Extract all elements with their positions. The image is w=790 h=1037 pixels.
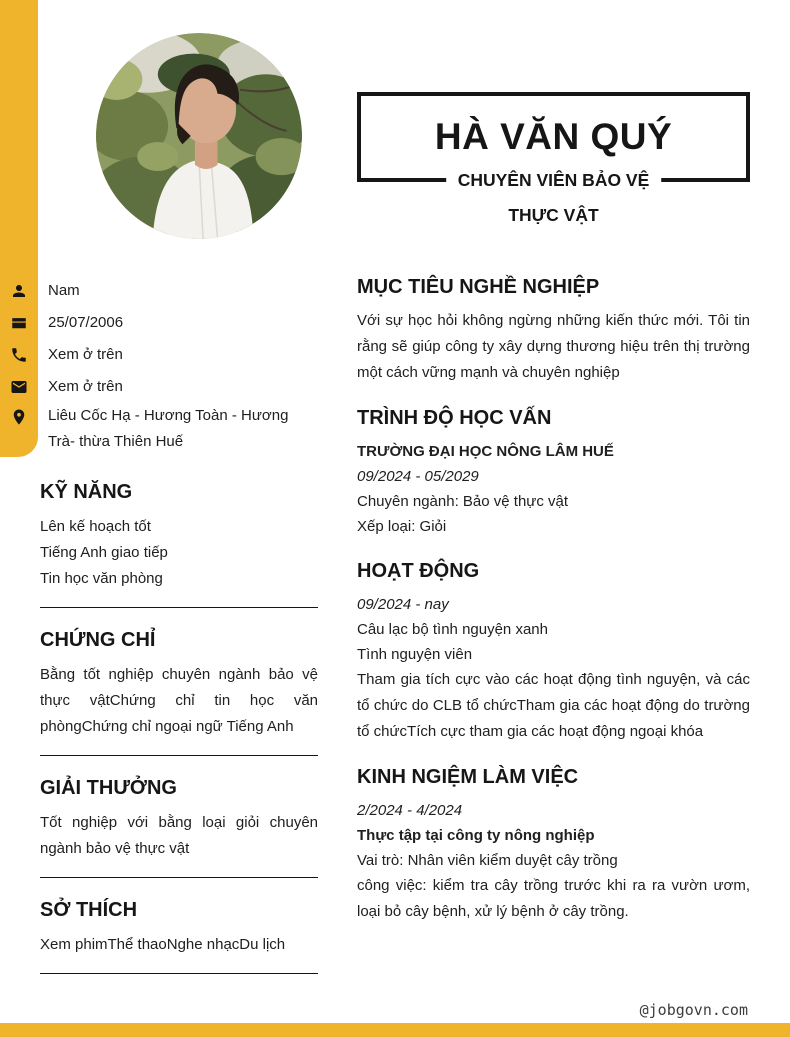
watermark: @jobgovn.com: [639, 1001, 748, 1019]
activities-description: Tham gia tích cực vào các hoạt động tình nguyện, và các tổ chức do CLB tổ chứcTham gia các hoạt động do trường tổ chứcTích cực tham gia các hoạt động ngoại khóa: [357, 671, 750, 740]
section-education: [357, 407, 750, 539]
section-experience: [357, 766, 750, 925]
phone-icon: [0, 346, 38, 364]
email-icon: [0, 378, 38, 396]
experience-company: Thực tập tại công ty nông nghiệp: [357, 827, 595, 844]
contact-row-phone: [0, 339, 318, 371]
experience-period: 2/2024 - 4/2024: [357, 802, 463, 819]
contact-email: Xem ở trên: [48, 378, 123, 395]
awards-text: Tốt nghiệp với bằng loại giỏi chuyên ngành bảo vệ thực vật: [40, 814, 318, 857]
experience-description: công việc: kiểm tra cây trồng trước khi ra ra vườn ươm, loại bỏ cây bệnh, xử lý bệnh ở cây trồng.: [357, 877, 750, 920]
location-icon: [0, 403, 38, 426]
section-hobbies-title: SỞ THÍCH: [40, 899, 138, 921]
education-school: TRƯỜNG ĐẠI HỌC NÔNG LÂM HUẾ: [357, 443, 614, 460]
activities-period: 09/2024 - nay: [357, 596, 449, 613]
section-divider: [40, 877, 318, 878]
calendar-icon: [0, 314, 38, 332]
section-activities: [357, 560, 750, 745]
education-major: Chuyên ngành: Bảo vệ thực vật: [357, 493, 569, 510]
section-certificates: [40, 629, 318, 756]
education-grade: Xếp loại: Giỏi: [357, 518, 447, 535]
section-skills: [40, 481, 318, 608]
header-title-box: [357, 92, 750, 225]
education-period: 09/2024 - 05/2029: [357, 468, 479, 485]
activities-organization: Câu lạc bộ tình nguyện xanh: [357, 621, 548, 638]
skill-item: Tiếng Anh giao tiếp: [40, 544, 168, 561]
contact-row-gender: [0, 275, 318, 307]
left-column: [0, 275, 318, 974]
job-title-line-1: CHUYÊN VIÊN BẢO VỆ: [457, 170, 650, 190]
section-divider: [40, 607, 318, 608]
certificates-text: Bằng tốt nghiệp chuyên ngành bảo vệ thực vậtChứng chỉ tin học văn phòngChứng chỉ ngoại ngữ Tiếng Anh: [40, 666, 318, 735]
experience-role: Vai trò: Nhân viên kiểm duyệt cây trồng: [357, 852, 618, 869]
contact-birthdate: 25/07/2006: [48, 314, 124, 331]
candidate-name: HÀ VĂN QUÝ: [434, 116, 673, 157]
section-activities-title: HOẠT ĐỘNG: [357, 560, 480, 582]
activities-role: Tình nguyện viên: [357, 646, 473, 663]
skill-item: Tin học văn phòng: [40, 570, 163, 587]
contact-row-email: [0, 371, 318, 403]
bottom-accent-bar: [0, 1023, 790, 1037]
contact-address: Liêu Cốc Hạ - Hương Toàn - Hương Trà- thừa Thiên Huế: [48, 407, 289, 450]
section-objective: [357, 276, 750, 386]
right-column: [357, 276, 750, 925]
section-divider: [40, 973, 318, 974]
skill-item: Lên kế hoạch tốt: [40, 518, 151, 535]
contact-gender: Nam: [48, 282, 80, 299]
section-skills-title: KỸ NĂNG: [40, 481, 133, 503]
section-experience-title: KINH NGIỆM LÀM VIỆC: [357, 766, 579, 788]
job-title-line-2: THỰC VẬT: [508, 205, 599, 225]
contact-row-birthdate: [0, 307, 318, 339]
section-objective-title: MỤC TIÊU NGHỀ NGHIỆP: [357, 276, 600, 298]
hobbies-text: Xem phimThể thaoNghe nhạcDu lịch: [40, 936, 286, 953]
section-education-title: TRÌNH ĐỘ HỌC VẤN: [357, 407, 552, 429]
section-awards-title: GIẢI THƯỞNG: [40, 777, 177, 799]
objective-text: Với sự học hỏi không ngừng những kiến thức mới. Tôi tin rằng sẽ giúp công ty xây dựng thương hiệu trên thị trường một cách vững mạnh và chuyên nghiệp: [357, 312, 750, 381]
section-certificates-title: CHỨNG CHỈ: [40, 629, 156, 651]
job-title: [446, 163, 662, 233]
contact-row-address: [0, 403, 318, 455]
contact-phone: Xem ở trên: [48, 346, 123, 363]
section-hobbies: [40, 899, 318, 974]
profile-photo-illustration: [96, 33, 302, 239]
profile-photo: [96, 33, 302, 239]
section-awards: [40, 777, 318, 878]
person-icon: [0, 282, 38, 300]
section-divider: [40, 755, 318, 756]
